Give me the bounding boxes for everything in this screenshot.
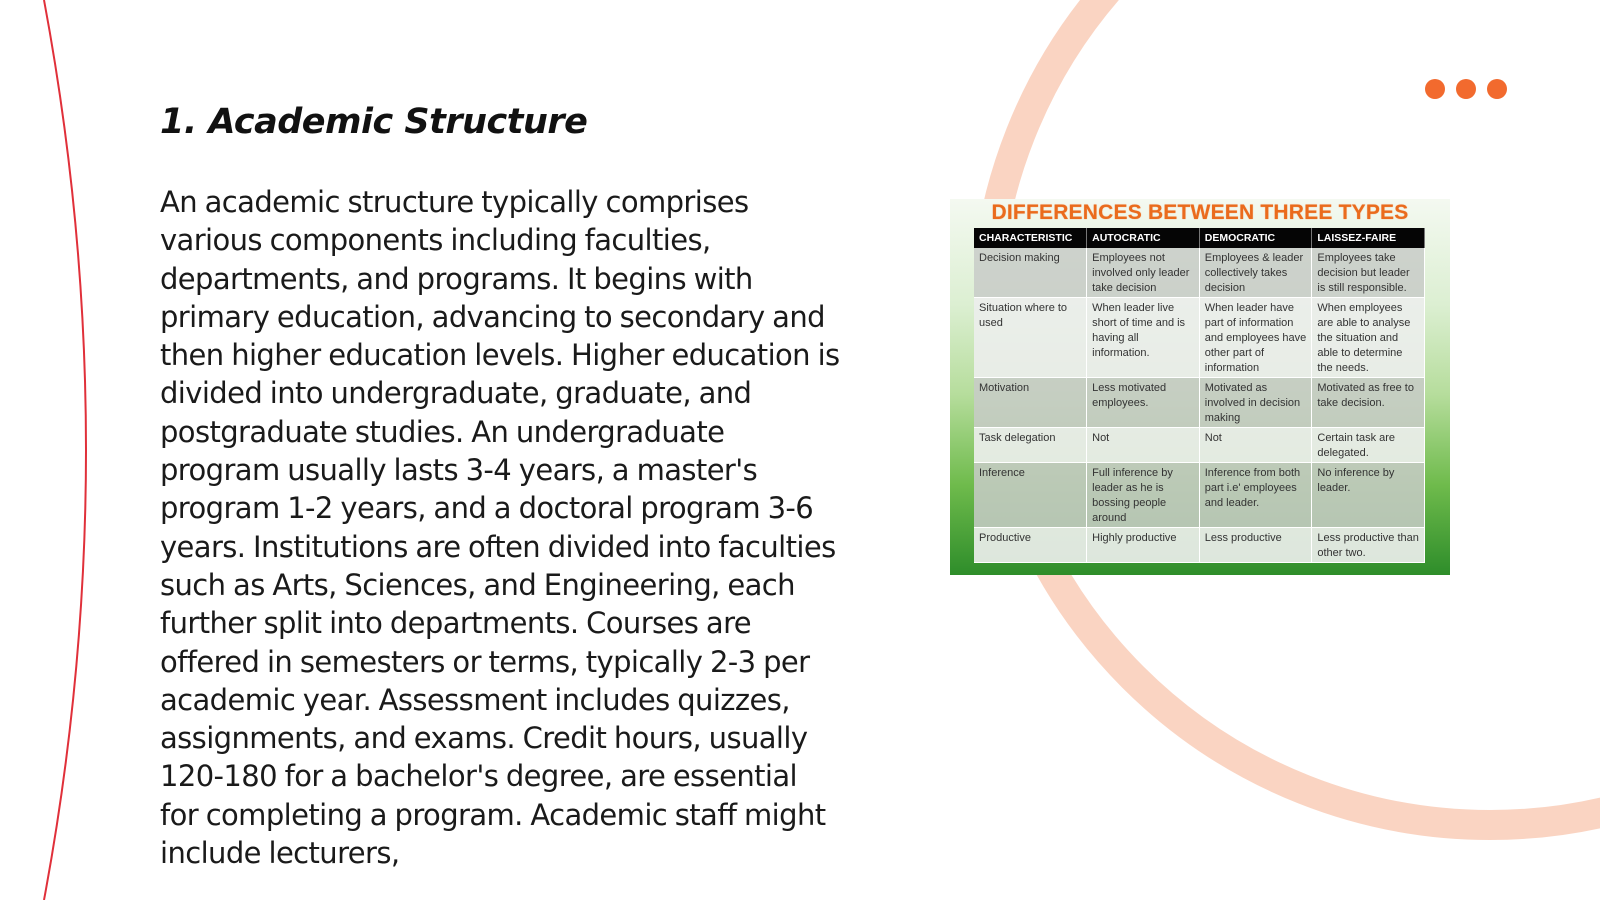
table-cell: Not bbox=[1199, 428, 1312, 463]
table-cell: Decision making bbox=[974, 248, 1087, 298]
table-cell: Productive bbox=[974, 528, 1087, 563]
decorative-dots bbox=[1425, 79, 1507, 99]
table-cell: Employees & leader collectively takes decision bbox=[1199, 248, 1312, 298]
table-cell: Certain task are delegated. bbox=[1312, 428, 1425, 463]
table-cell: Employees take decision but leader is still responsible. bbox=[1312, 248, 1425, 298]
table-cell: When employees are able to analyse the situation and able to determine the needs. bbox=[1312, 298, 1425, 378]
table-cell: Full inference by leader as he is bossing people around bbox=[1087, 463, 1200, 528]
table-row bbox=[974, 463, 1425, 528]
table-cell: No inference by leader. bbox=[1312, 463, 1425, 528]
table-cell: Motivated as free to take decision. bbox=[1312, 378, 1425, 428]
table-row bbox=[974, 378, 1425, 428]
slide-title: 1. Academic Structure bbox=[160, 102, 588, 142]
dot bbox=[1487, 79, 1507, 99]
figure-title: DIFFERENCES BETWEEN THREE TYPES bbox=[991, 201, 1409, 224]
slide-body-text: An academic structure typically comprises various components including faculties, departments, and programs. It begins with primary education, advancing to secondary and then higher education levels. Higher education is divided into undergraduate, graduate, and postgraduate studies. An undergraduate program usually lasts 3-4 years, a master's program 1-2 years, and a doctoral program 3-6 years. Institutions are often divided into faculties such as Arts, Sciences, and Engineering, each further split into departments. Courses are offered in semesters or terms, typically 2-3 per academic year. Assessment includes quizzes, assignments, and exams. Credit hours, usually 120-180 for a bachelor's degree, are essential for completing a program. Academic staff might include lecturers, bbox=[160, 185, 840, 871]
table-cell: Motivated as involved in decision making bbox=[1199, 378, 1312, 428]
table-cell: When leader live short of time and is having all information. bbox=[1087, 298, 1200, 378]
column-header: LAISSEZ-FAIRE bbox=[1312, 228, 1425, 248]
table-cell: Inference from both part i.e' employees and leader. bbox=[1199, 463, 1312, 528]
table-cell: Employees not involved only leader take decision bbox=[1087, 248, 1200, 298]
leadership-comparison-table bbox=[974, 228, 1425, 563]
decorative-curve-line bbox=[44, 0, 86, 900]
column-header: AUTOCRATIC bbox=[1087, 228, 1200, 248]
column-header: CHARACTERISTIC bbox=[974, 228, 1087, 248]
table-cell: Situation where to used bbox=[974, 298, 1087, 378]
table-row bbox=[974, 528, 1425, 563]
table-cell: Motivation bbox=[974, 378, 1087, 428]
dot bbox=[1456, 79, 1476, 99]
dot bbox=[1425, 79, 1445, 99]
table-cell: When leader have part of information and employees have other part of information bbox=[1199, 298, 1312, 378]
table-cell: Task delegation bbox=[974, 428, 1087, 463]
table-row bbox=[974, 298, 1425, 378]
table-cell: Inference bbox=[974, 463, 1087, 528]
table-row bbox=[974, 428, 1425, 463]
table-row bbox=[974, 248, 1425, 298]
column-header: DEMOCRATIC bbox=[1199, 228, 1312, 248]
table-cell: Less productive than other two. bbox=[1312, 528, 1425, 563]
table-cell: Not bbox=[1087, 428, 1200, 463]
table-header-row bbox=[974, 228, 1425, 248]
table-cell: Less motivated employees. bbox=[1087, 378, 1200, 428]
leadership-styles-figure bbox=[950, 199, 1450, 575]
table-cell: Less productive bbox=[1199, 528, 1312, 563]
table-cell: Highly productive bbox=[1087, 528, 1200, 563]
